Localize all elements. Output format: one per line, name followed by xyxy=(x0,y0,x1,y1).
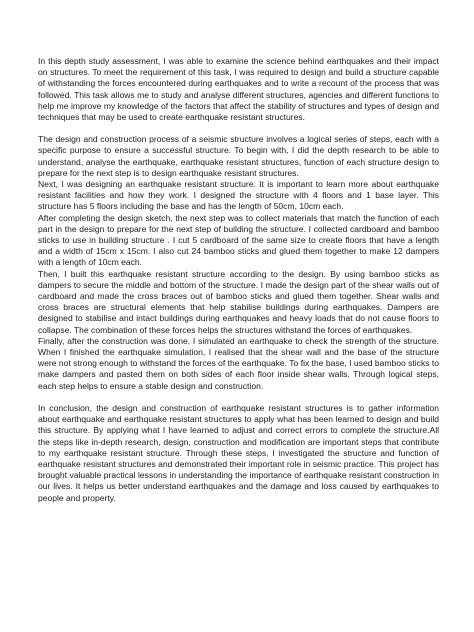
paragraph-gap xyxy=(38,392,439,403)
paragraph-designing: Next, I was designing an earthquake resistant structure. It is important to learn more about earthquake resistant facilities and how they work. I designed the structure with 4 floors and 1 base layer. This structure has 5 floors including the base and has the length of 50cm, 10cm each. xyxy=(38,179,439,212)
paragraph-building: Then, I built this earthquake resistant structure according to the design. By using bamboo sticks as dampers to secure the middle and bottom of the structure. I made the design part of the shear walls out of cardboard and made the cross braces out of bamboo sticks and glued them together. Shear walls and cross braces are structural elements that help stabilise buildings during earthquakes. Dampers are designed to stabilise and intact buildings during earthquakes and heavy loads that do not cause floors to collapse. The combination of these forces helps the structures withstand the forces of earthquakes. xyxy=(38,268,439,335)
paragraph-conclusion: In conclusion, the design and construction of earthquake resistant structures is to gather information about earthquake and earthquake resistant structures to apply what has been learned to design and build this structure. By applying what I have learned to adjust and correct errors to complete the structure.All the steps like in-depth research, design, construction and modification are important steps that contribute to my earthquake resistant structure. Through these steps, I investigated the structure and function of earthquake resistant structures and demonstrated their important role in seismic practice. This project has brought valuable practical lessons in understanding the importance of earthquake resistant construction in our lives. It helps us better understand earthquakes and the damage and loss caused by earthquakes to people and property. xyxy=(38,402,439,503)
paragraph-design-process: The design and construction process of a seismic structure involves a logical series of steps, each with a specific purpose to ensure a successful structure. To begin with, I did the depth research to be able to understand, analyse the earthquake, earthquake resistant structures, function of each structure design to prepare for the next step is to design earthquake resistant structures. xyxy=(38,134,439,178)
document-page xyxy=(38,56,439,504)
paragraph-introduction: In this depth study assessment, I was able to examine the science behind earthquakes and their impact on structures. To meet the requirement of this task, I was required to design and build a structure capable of withstanding the forces encountered during earthquakes and to write a recount of the process that was followed. This task allows me to study and analyse different structures, agencies and different functions to help me improve my knowledge of the factors that affect the stability of structures and types of design and techniques that may be used to create earthquake resistant structures. xyxy=(38,56,439,123)
paragraph-testing: Finally, after the construction was done, I simulated an earthquake to check the strength of the structure. When I finished the earthquake simulation, I realised that the shear wall and the base of the structure were not strong enough to withstand the forces of the earthquake. To fix the base, I used bamboo sticks to make dampers and pasted them on both sides of each floor inside shear walls. Through logical steps, each step helps to ensure a stable design and construction. xyxy=(38,335,439,391)
paragraph-gap xyxy=(38,123,439,134)
paragraph-materials: After completing the design sketch, the next step was to collect materials that match the function of each part in the design to prepare for the next step of building the structure. I collected cardboard and bamboo sticks to use in building structure . I cut 5 cardboard of the same size to create floors that have a length and a width of 15cm x 15cm. I also cut 24 bamboo sticks and glued them together to make 12 dampers with a length of 10cm each. xyxy=(38,212,439,268)
